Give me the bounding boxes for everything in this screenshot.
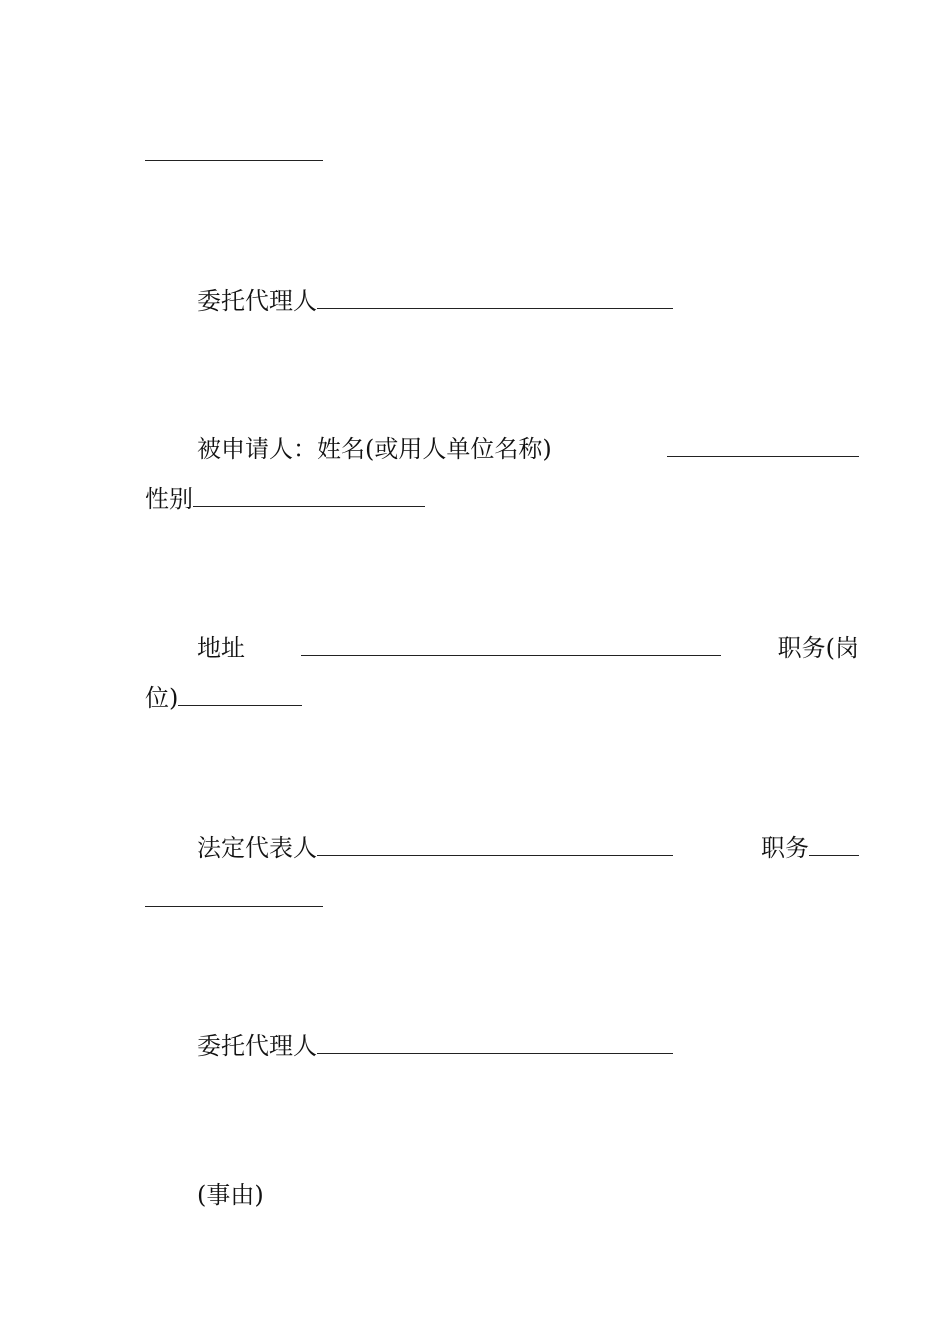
position-cont-row	[145, 673, 807, 723]
position-blank[interactable]	[178, 689, 302, 706]
respondent-agent-row	[145, 1021, 859, 1071]
legal-rep-position-blank-cont[interactable]	[145, 890, 323, 907]
respondent-gender-row	[145, 474, 807, 524]
address-blank[interactable]	[301, 639, 721, 656]
continuation-blank[interactable]	[145, 144, 323, 161]
continuation-line	[145, 128, 807, 178]
legal-rep-position-cont-row	[145, 874, 807, 924]
legal-rep-row	[145, 823, 859, 873]
address-row	[145, 623, 859, 673]
position-label: 职务(岗	[777, 634, 859, 662]
cause-label: (事由)	[197, 1181, 264, 1209]
respondent-gender-blank[interactable]	[193, 490, 425, 507]
legal-rep-position-label: 职务	[761, 834, 809, 862]
respondent-agent-label: 委托代理人	[197, 1032, 317, 1060]
respondent-name-label: 被申请人：姓名(或用人单位名称)	[197, 435, 552, 463]
applicant-agent-blank[interactable]	[317, 292, 673, 309]
applicant-agent-label: 委托代理人	[197, 287, 317, 315]
respondent-gender-label: 性别	[145, 485, 193, 513]
applicant-agent-row	[145, 276, 859, 326]
legal-rep-blank[interactable]	[317, 839, 673, 856]
position-label-cont: 位)	[145, 684, 179, 712]
respondent-agent-blank[interactable]	[317, 1037, 673, 1054]
cause-row	[145, 1170, 859, 1220]
respondent-name-blank[interactable]	[667, 440, 859, 457]
respondent-row	[145, 424, 859, 474]
legal-rep-position-blank[interactable]	[809, 839, 859, 856]
address-label: 地址	[197, 634, 245, 662]
legal-rep-label: 法定代表人	[197, 834, 317, 862]
